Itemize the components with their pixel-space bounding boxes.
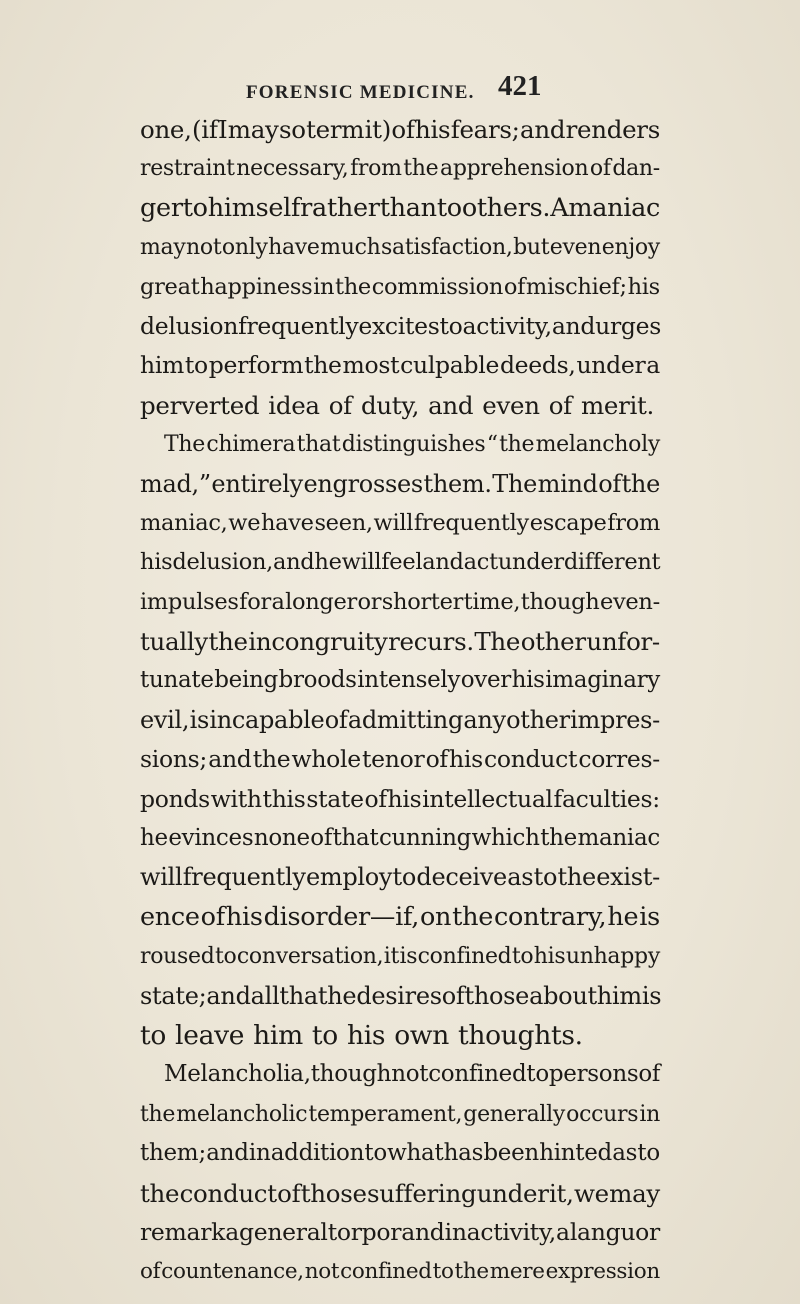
running-head: FORENSIC MEDICINE. — [246, 82, 475, 103]
text-line: tually the incongruity recurs. The other unfor- — [140, 627, 660, 657]
text-line: of countenance, not confined to the mere expression — [140, 1259, 660, 1285]
text-line: one, (if I may so term it) of his fears; and renders — [140, 115, 660, 144]
text-line: remark a general torpor and inactivity, a languor — [140, 1217, 660, 1246]
text-line: his delusion, and he will feel and act under different — [140, 549, 661, 576]
text-line: mad,” entirely engrosses them. The mind of the — [140, 469, 660, 498]
text-line: delusion frequently excites to activity, and urges — [140, 311, 661, 340]
text-line: The chimera that distinguishes “ the melancholy — [164, 432, 660, 458]
page-number: 421 — [498, 70, 542, 102]
text-line: state; and all that he desires of those about him is — [140, 981, 662, 1010]
text-line: him to perform the most culpable deeds, under a — [140, 351, 660, 380]
text-line: to leave him to his own thoughts. — [140, 1019, 583, 1051]
text-line: roused to conversation, it is confined to his unhappy — [140, 944, 660, 970]
text-line: ger to himself rather than to others. A maniac — [140, 192, 660, 223]
text-line: may not only have much satisfaction, but even enjoy — [140, 235, 660, 261]
text-line: ence of his disorder—if, on the contrary, he is — [140, 901, 660, 932]
text-line: ponds with this state of his intellectual faculties: — [140, 784, 660, 813]
text-line: the melancholic temperament, generally occurs in — [140, 1101, 660, 1127]
text-line: perverted idea of duty, and even of merit. — [140, 390, 655, 420]
text-line: maniac, we have seen, will frequently escape from — [140, 509, 660, 536]
text-line: the conduct of those suffering under it, we may — [140, 1178, 660, 1208]
text-line: restraint necessary, from the apprehension of dan- — [140, 156, 660, 182]
text-line: Melancholia, though not confined to persons of — [164, 1061, 661, 1088]
text-line: them ; and in addition to what has been hinted as to — [140, 1140, 660, 1167]
text-line: will frequently employ to deceive as to the exist- — [140, 863, 660, 892]
text-line: evil, is incapable of admitting any other impres- — [140, 705, 660, 734]
body-text — [140, 110, 660, 1292]
text-line: he evinces none of that cunning which the maniac — [140, 825, 660, 852]
text-line: impulses for a longer or shorter time, though even- — [140, 588, 660, 615]
text-line: great happiness in the commission of mischief; his — [140, 273, 660, 300]
text-line: tunate being broods intensely over his imaginary — [140, 667, 660, 694]
text-line: sions; and the whole tenor of his conduct corres- — [140, 745, 660, 774]
